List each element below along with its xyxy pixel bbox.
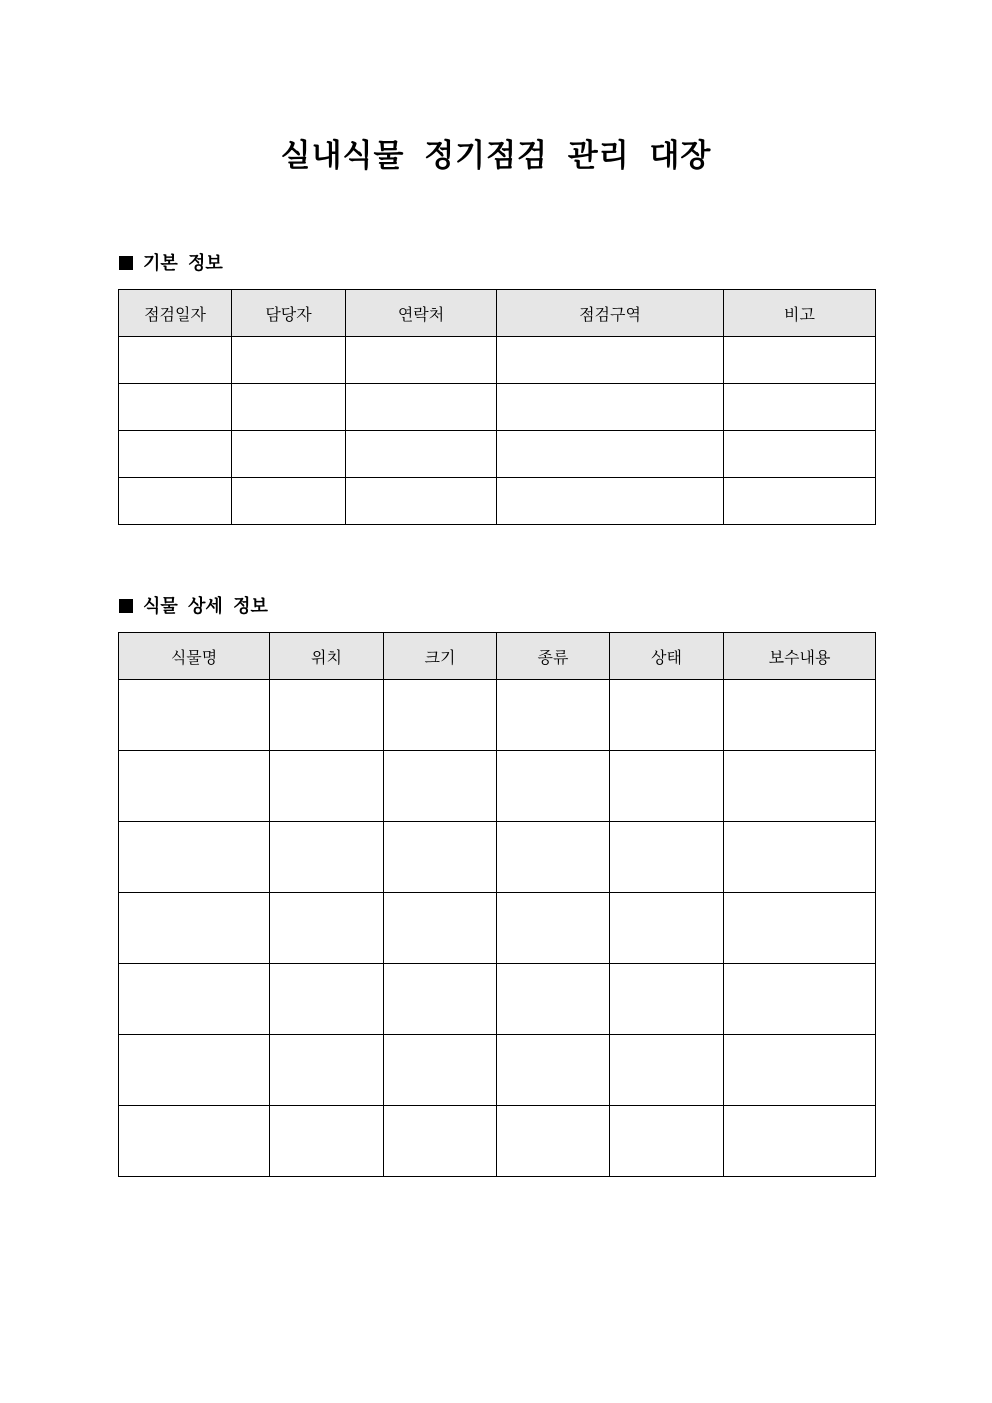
section-heading-plant-detail bbox=[119, 594, 268, 620]
table-cell[interactable] bbox=[384, 822, 497, 893]
table-cell[interactable] bbox=[497, 1035, 610, 1106]
table-cell[interactable] bbox=[610, 680, 724, 751]
table-cell[interactable] bbox=[724, 337, 876, 384]
column-header-plant-name: 식물명 bbox=[119, 633, 270, 680]
table-cell[interactable] bbox=[497, 337, 724, 384]
table-cell[interactable] bbox=[497, 384, 724, 431]
table-cell[interactable] bbox=[346, 337, 497, 384]
table-cell[interactable] bbox=[232, 431, 346, 478]
table-cell[interactable] bbox=[610, 1035, 724, 1106]
table-cell[interactable] bbox=[724, 893, 876, 964]
column-header-remarks: 비고 bbox=[724, 290, 876, 337]
table-cell[interactable] bbox=[384, 1106, 497, 1177]
table-row bbox=[119, 431, 876, 478]
table-cell[interactable] bbox=[270, 1106, 384, 1177]
table-cell[interactable] bbox=[724, 1035, 876, 1106]
table-row bbox=[119, 680, 876, 751]
column-header-inspection-area: 점검구역 bbox=[497, 290, 724, 337]
table-cell[interactable] bbox=[270, 1035, 384, 1106]
table-cell[interactable] bbox=[119, 337, 232, 384]
section-heading-label: 기본 정보 bbox=[143, 253, 223, 274]
table-row bbox=[119, 964, 876, 1035]
table-cell[interactable] bbox=[384, 751, 497, 822]
table-cell[interactable] bbox=[346, 431, 497, 478]
table-cell[interactable] bbox=[119, 384, 232, 431]
table-cell[interactable] bbox=[232, 337, 346, 384]
table-cell[interactable] bbox=[497, 893, 610, 964]
table-cell[interactable] bbox=[232, 384, 346, 431]
table-cell[interactable] bbox=[119, 1106, 270, 1177]
table-cell[interactable] bbox=[610, 1106, 724, 1177]
table-cell[interactable] bbox=[119, 1035, 270, 1106]
table-cell[interactable] bbox=[724, 384, 876, 431]
table-cell[interactable] bbox=[610, 751, 724, 822]
table-cell[interactable] bbox=[497, 822, 610, 893]
plant-detail-table bbox=[118, 632, 876, 1177]
table-cell[interactable] bbox=[384, 680, 497, 751]
square-bullet-icon bbox=[119, 599, 133, 613]
table-cell[interactable] bbox=[119, 431, 232, 478]
table-cell[interactable] bbox=[497, 751, 610, 822]
page-title: 실내식물 정기점검 관리 대장 bbox=[280, 138, 712, 174]
column-header-maintenance: 보수내용 bbox=[724, 633, 876, 680]
table-cell[interactable] bbox=[497, 964, 610, 1035]
table-cell[interactable] bbox=[497, 478, 724, 525]
table-cell[interactable] bbox=[119, 822, 270, 893]
table-cell[interactable] bbox=[119, 964, 270, 1035]
table-cell[interactable] bbox=[270, 822, 384, 893]
table-cell[interactable] bbox=[384, 893, 497, 964]
table-row bbox=[119, 893, 876, 964]
table-cell[interactable] bbox=[119, 478, 232, 525]
column-header-location: 위치 bbox=[270, 633, 384, 680]
table-header-row bbox=[119, 290, 876, 337]
table-cell[interactable] bbox=[270, 680, 384, 751]
column-header-inspection-date: 점검일자 bbox=[119, 290, 232, 337]
column-header-condition: 상태 bbox=[610, 633, 724, 680]
table-cell[interactable] bbox=[724, 822, 876, 893]
table-cell[interactable] bbox=[724, 680, 876, 751]
table-cell[interactable] bbox=[232, 478, 346, 525]
column-header-size: 크기 bbox=[384, 633, 497, 680]
table-cell[interactable] bbox=[724, 478, 876, 525]
basic-info-table bbox=[118, 289, 876, 525]
table-row bbox=[119, 822, 876, 893]
table-cell[interactable] bbox=[270, 964, 384, 1035]
table-cell[interactable] bbox=[724, 1106, 876, 1177]
table-cell[interactable] bbox=[119, 893, 270, 964]
table-cell[interactable] bbox=[270, 893, 384, 964]
table-cell[interactable] bbox=[497, 431, 724, 478]
table-cell[interactable] bbox=[346, 384, 497, 431]
table-cell[interactable] bbox=[270, 751, 384, 822]
section-heading-basic-info bbox=[119, 251, 223, 277]
table-cell[interactable] bbox=[724, 751, 876, 822]
column-header-contact: 연락처 bbox=[346, 290, 497, 337]
table-cell[interactable] bbox=[610, 964, 724, 1035]
table-row bbox=[119, 751, 876, 822]
table-cell[interactable] bbox=[384, 1035, 497, 1106]
square-bullet-icon bbox=[119, 256, 133, 270]
table-cell[interactable] bbox=[384, 964, 497, 1035]
table-row bbox=[119, 1106, 876, 1177]
table-cell[interactable] bbox=[497, 680, 610, 751]
table-cell[interactable] bbox=[724, 964, 876, 1035]
table-row bbox=[119, 384, 876, 431]
table-row bbox=[119, 1035, 876, 1106]
column-header-manager: 담당자 bbox=[232, 290, 346, 337]
table-cell[interactable] bbox=[610, 893, 724, 964]
table-cell[interactable] bbox=[119, 680, 270, 751]
section-heading-label: 식물 상세 정보 bbox=[143, 596, 268, 617]
table-cell[interactable] bbox=[610, 822, 724, 893]
table-header-row bbox=[119, 633, 876, 680]
table-cell[interactable] bbox=[119, 751, 270, 822]
table-cell[interactable] bbox=[497, 1106, 610, 1177]
table-cell[interactable] bbox=[346, 478, 497, 525]
table-cell[interactable] bbox=[724, 431, 876, 478]
table-row bbox=[119, 337, 876, 384]
table-row bbox=[119, 478, 876, 525]
column-header-type: 종류 bbox=[497, 633, 610, 680]
